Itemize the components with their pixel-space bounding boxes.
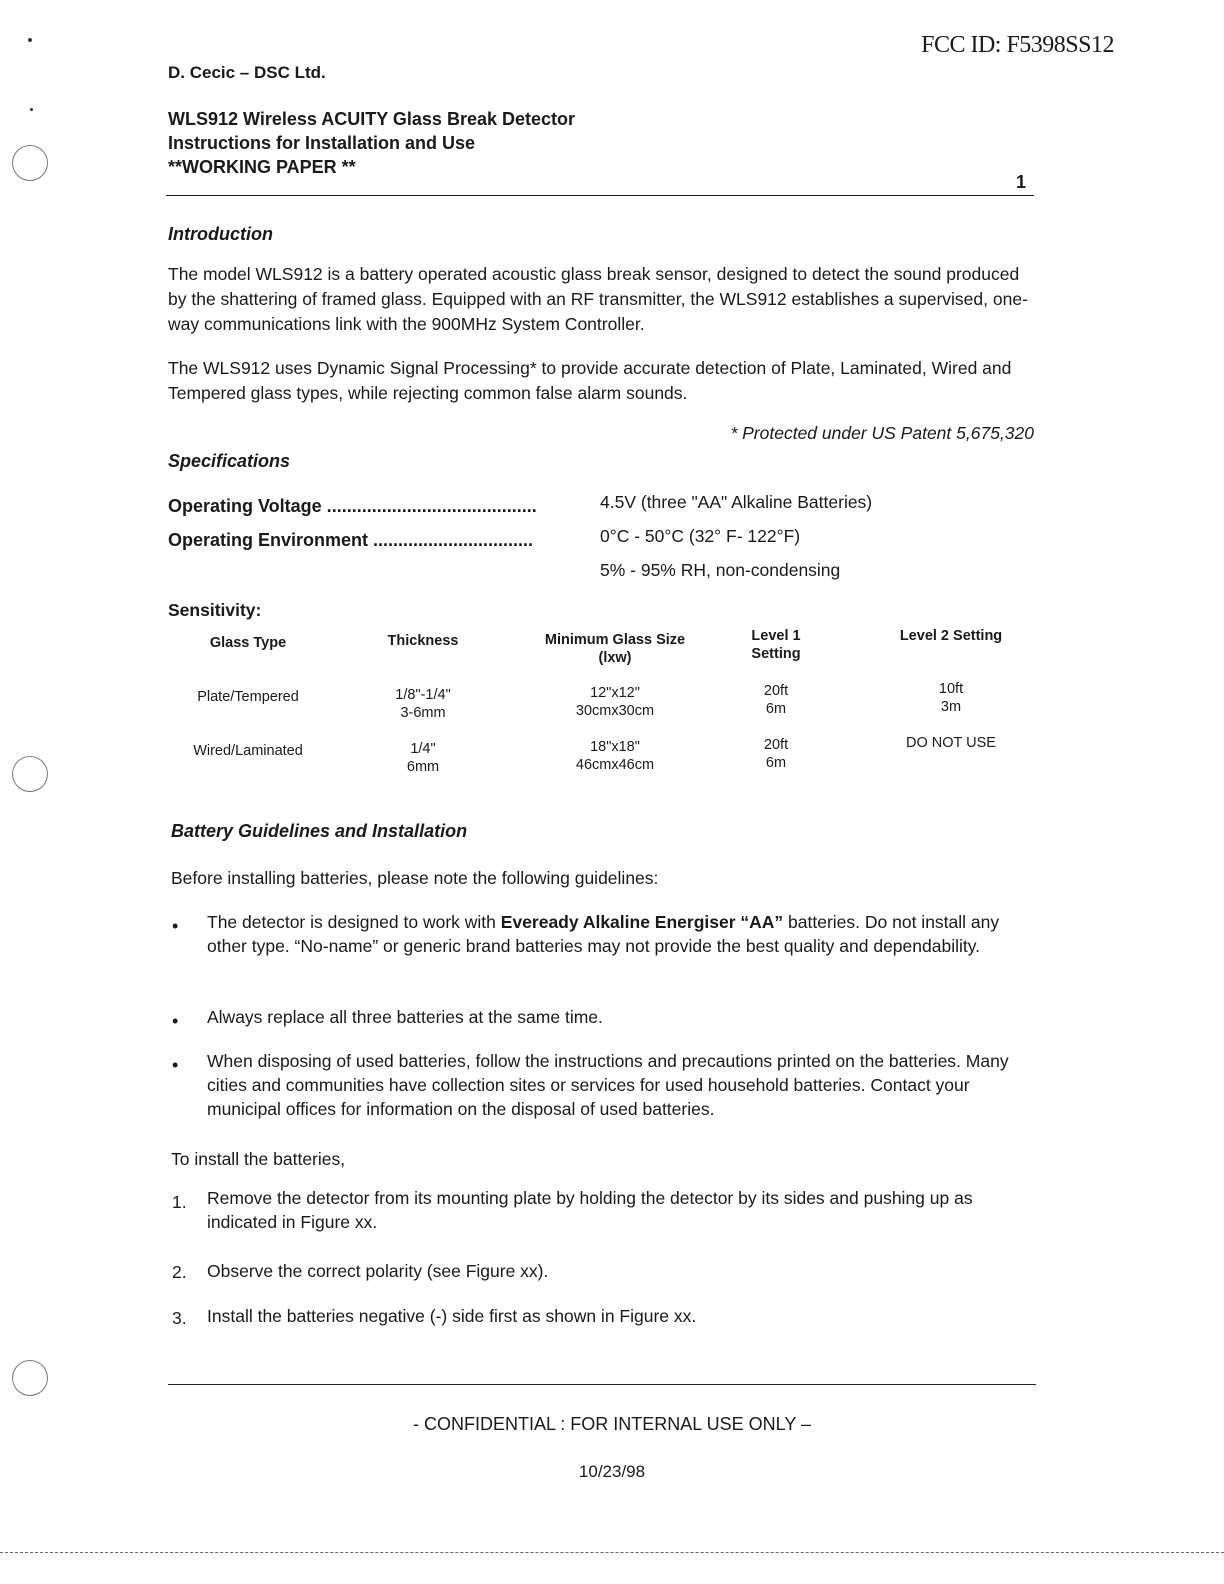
scan-edge-line: [0, 1552, 1224, 1553]
title-line: Instructions for Installation and Use: [168, 133, 476, 153]
cell-line: DO NOT USE: [906, 735, 996, 751]
scan-speck: [30, 108, 33, 111]
cell-line: 46cmx46cm: [575, 757, 655, 773]
column-header: Thickness: [387, 633, 459, 649]
step-number: 3.: [172, 1308, 187, 1328]
introduction-paragraph: The WLS912 uses Dynamic Signal Processing* to provide accurate detection of Plate, Laminated, Wired and Tempered glass types, while rejecting common false alarm sounds.: [168, 358, 1012, 403]
table-cell: [726, 736, 826, 772]
footer-divider: [168, 1384, 1036, 1385]
bullet-marker: •: [172, 916, 179, 936]
cell-line: 18"x18": [590, 739, 640, 755]
bullet-marker: •: [172, 1055, 179, 1075]
battery-guideline-item: Always replace all three batteries at the same time.: [207, 1007, 603, 1027]
document-title: [168, 107, 575, 179]
spec-label-voltage: Operating Voltage ..........................................: [168, 496, 537, 516]
table-cell: [896, 734, 1006, 752]
cell-line: 30cmx30cm: [575, 703, 655, 719]
cell-line: 10ft: [938, 681, 964, 697]
table-cell: [530, 738, 700, 774]
spec-value-voltage: 4.5V (three "AA" Alkaline Batteries): [600, 492, 873, 512]
install-step: Remove the detector from its mounting plate by holding the detector by its sides and pushing up as indicated in Figure xx.: [207, 1188, 973, 1232]
step-number: 2.: [172, 1262, 187, 1282]
table-cell: [726, 682, 826, 718]
table-cell: Wired/Laminated: [193, 743, 303, 759]
patent-note: * Protected under US Patent 5,675,320: [730, 423, 1034, 443]
cell-line: 6mm: [406, 759, 440, 775]
install-step: Observe the correct polarity (see Figure xx).: [207, 1261, 549, 1281]
table-cell: [530, 684, 700, 720]
column-header: Minimum Glass Size (lxw): [544, 632, 686, 666]
sensitivity-heading: Sensitivity:: [168, 600, 262, 620]
cell-line: 3m: [940, 699, 962, 715]
guideline-text: The detector is designed to work with: [207, 912, 501, 932]
table-cell: [348, 740, 498, 776]
spec-value-humidity: 5% - 95% RH, non-condensing: [600, 560, 841, 580]
spec-label-environment: Operating Environment ................................: [168, 530, 534, 550]
battery-brand: Eveready Alkaline Energiser “AA”: [500, 912, 784, 932]
table-cell: [348, 686, 498, 722]
introduction-paragraph: The model WLS912 is a battery operated acoustic glass break sensor, designed to detect the sound produced by the shattering of framed glass. Equipped with an RF transmitter, the WLS912 establishes a supervised, one-way communications link with the 900MHz System Controller.: [168, 264, 1028, 334]
introduction-heading: Introduction: [168, 224, 273, 244]
guideline-text: batteries. Do not install any other type. “No-name” or generic brand batteries may not provide the best quality and dependability.: [207, 912, 1000, 956]
hole-punch-mark: [12, 145, 48, 181]
fcc-id: FCC ID: F5398SS12: [921, 32, 1114, 58]
specifications-heading: Specifications: [168, 451, 291, 471]
column-header: Level 1 Setting: [751, 628, 801, 662]
scan-speck: [28, 38, 32, 42]
table-cell: [896, 680, 1006, 716]
bullet-marker: •: [172, 1011, 179, 1031]
cell-line: 1/8"-1/4": [395, 687, 451, 703]
page-number: 1: [1016, 172, 1027, 192]
battery-heading: Battery Guidelines and Installation: [171, 821, 468, 841]
sensitivity-table: [168, 627, 1038, 787]
hole-punch-mark: [12, 756, 48, 792]
title-line: **WORKING PAPER **: [168, 157, 356, 177]
cell-line: 20ft: [763, 737, 789, 753]
confidential-notice: - CONFIDENTIAL : FOR INTERNAL USE ONLY –: [412, 1414, 812, 1434]
hole-punch-mark: [12, 1360, 48, 1396]
table-cell: Plate/Tempered: [197, 689, 299, 705]
step-number: 1.: [172, 1192, 187, 1212]
cell-line: 6m: [765, 755, 787, 771]
column-header: Level 2 Setting: [899, 628, 1003, 644]
title-line: WLS912 Wireless ACUITY Glass Break Detector: [168, 109, 576, 129]
cell-line: 12"x12": [590, 685, 640, 701]
header-divider: [166, 195, 1034, 196]
cell-line: 3-6mm: [400, 705, 446, 721]
document-date: 10/23/98: [578, 1462, 646, 1481]
spec-value-environment: 0°C - 50°C (32° F- 122°F): [600, 526, 801, 546]
install-step: Install the batteries negative (-) side first as shown in Figure xx.: [207, 1306, 697, 1326]
cell-line: 20ft: [763, 683, 789, 699]
cell-line: 6m: [765, 701, 787, 717]
battery-guideline-item: [207, 910, 1037, 958]
column-header: Glass Type: [209, 635, 287, 651]
author-line: D. Cecic – DSC Ltd.: [168, 63, 326, 82]
battery-intro: Before installing batteries, please note the following guidelines:: [171, 868, 659, 888]
cell-line: 1/4": [410, 741, 436, 757]
install-intro: To install the batteries,: [171, 1149, 346, 1169]
battery-guideline-item: When disposing of used batteries, follow the instructions and precautions printed on the batteries. Many cities and communities have collection sites or services for used household batteries. Contact your municipal offices for information on the disposal of used batteries.: [207, 1051, 1009, 1119]
